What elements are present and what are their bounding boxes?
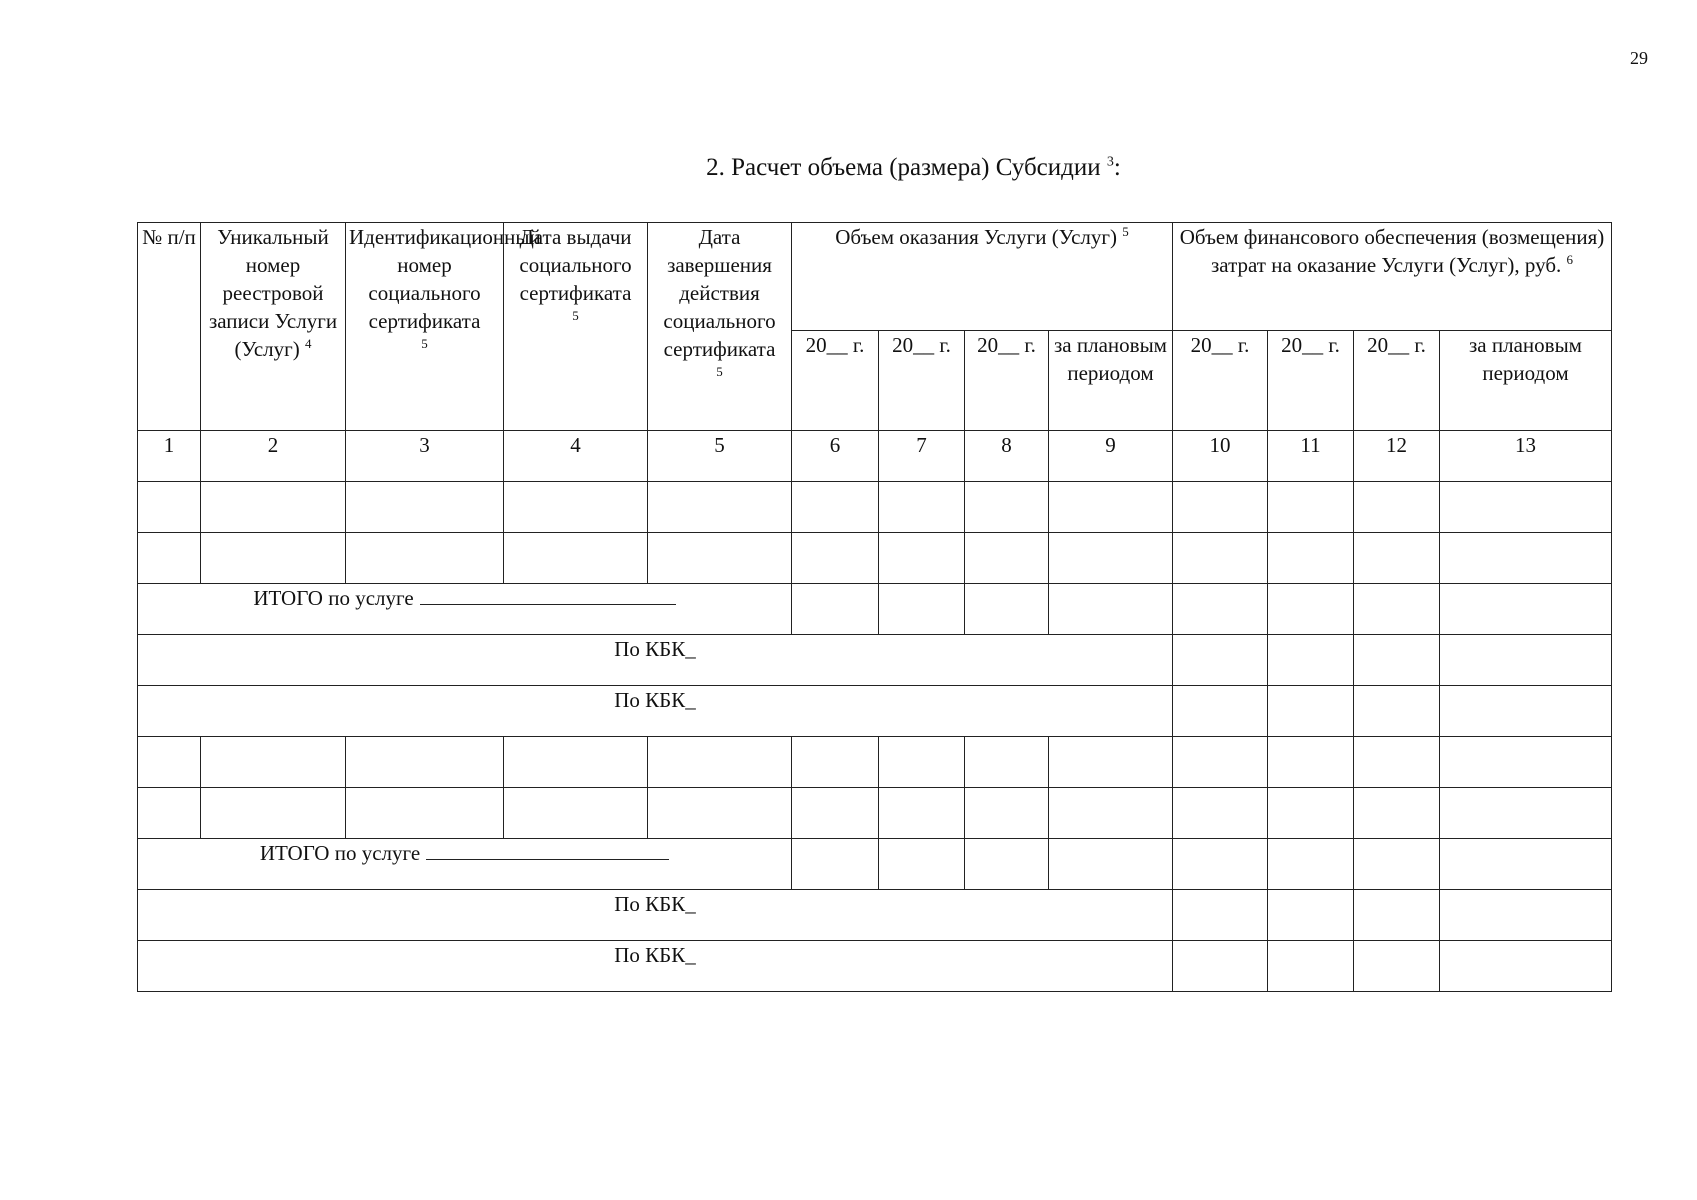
table-cell[interactable] [1354,839,1440,890]
table-cell[interactable] [1354,533,1440,584]
table-cell[interactable] [1173,941,1268,992]
service-total-text: ИТОГО по услуге [253,586,414,610]
table-cell[interactable] [792,482,879,533]
kbk-label: По КБК_ [138,686,1173,737]
table-cell[interactable] [965,482,1049,533]
table-cell[interactable] [1173,788,1268,839]
table-cell[interactable] [1440,737,1612,788]
table-cell[interactable] [504,788,648,839]
table-cell[interactable] [1173,890,1268,941]
column-number: 2 [201,431,346,482]
table-cell[interactable] [879,737,965,788]
table-cell[interactable] [1354,686,1440,737]
table-cell[interactable] [648,482,792,533]
table-cell[interactable] [965,533,1049,584]
service-name-blank[interactable] [420,584,676,605]
table-cell[interactable] [201,788,346,839]
table-cell[interactable] [138,482,201,533]
section-title-text: 2. Расчет объема (размера) Субсидии [706,154,1101,181]
table-cell[interactable] [879,788,965,839]
kbk-label: По КБК_ [138,890,1173,941]
table-cell[interactable] [792,533,879,584]
table-cell[interactable] [1354,788,1440,839]
column-number: 9 [1049,431,1173,482]
service-name-blank[interactable] [426,839,669,860]
table-cell[interactable] [792,737,879,788]
table-cell[interactable] [1268,635,1354,686]
table-cell[interactable] [1440,635,1612,686]
header-certificate-id [346,223,541,431]
table-cell[interactable] [792,788,879,839]
service-total-label [138,584,792,635]
table-cell[interactable] [201,533,346,584]
column-number: 10 [1173,431,1268,482]
table-cell[interactable] [1268,737,1354,788]
table-cell[interactable] [1268,788,1354,839]
header-issue-date-text: Дата выдачи социального сертификата [519,225,632,305]
header-issue-date [504,223,648,431]
header-row-number [138,223,201,431]
column-number: 13 [1440,431,1612,482]
section-title [0,154,1697,182]
header-financial-volume-text: Объем финансового обеспечения (возмещения) затрат на оказание Услуги (Услуг), руб. [1179,225,1605,277]
header-volume-year-3: 20__ г. [965,331,1049,431]
table-cell[interactable] [1173,482,1268,533]
column-number: 11 [1268,431,1354,482]
column-number: 1 [138,431,201,482]
header-registry-number [201,223,346,431]
table-cell[interactable] [1354,482,1440,533]
table-cell[interactable] [138,533,201,584]
column-number: 5 [648,431,792,482]
column-number: 6 [792,431,879,482]
table-cell[interactable] [1268,839,1354,890]
table-cell[interactable] [1049,482,1173,533]
table-cell[interactable] [1354,941,1440,992]
table-cell[interactable] [879,482,965,533]
header-volume-year-2: 20__ г. [879,331,965,431]
table-cell[interactable] [648,788,792,839]
table-cell[interactable] [1440,533,1612,584]
header-registry-number-text: Уникальный номер реестровой записи Услуги (Услуг) [208,225,338,361]
table-cell[interactable] [1268,686,1354,737]
page-number: 29 [1630,48,1648,68]
table-cell[interactable] [1049,839,1173,890]
kbk-label: По КБК_ [138,635,1173,686]
header-row-number-text: № п/п [142,225,196,249]
table-cell[interactable] [1440,584,1612,635]
table-row [138,737,1612,788]
header-certificate-id-note: 5 [421,336,428,351]
table-cell[interactable] [1268,533,1354,584]
table-cell[interactable] [346,737,504,788]
header-expiry-date [648,223,792,431]
kbk-row [138,686,1612,737]
table-cell[interactable] [1049,788,1173,839]
table-cell[interactable] [1440,686,1612,737]
table-cell[interactable] [965,737,1049,788]
table-cell[interactable] [1268,584,1354,635]
table-cell[interactable] [346,788,504,839]
table-cell[interactable] [1354,635,1440,686]
header-service-volume-text: Объем оказания Услуги (Услуг) [835,225,1117,249]
section-title-footnote: 3 [1106,154,1114,170]
table-row [138,788,1612,839]
table-cell[interactable] [1268,482,1354,533]
table-cell[interactable] [138,788,201,839]
header-expiry-date-note: 5 [716,364,723,379]
table-cell[interactable] [504,737,648,788]
table-cell[interactable] [1049,533,1173,584]
header-finance-planned-period: за плановым периодом [1440,331,1612,431]
kbk-row [138,890,1612,941]
table-cell[interactable] [879,839,965,890]
table-cell[interactable] [138,737,201,788]
kbk-row [138,635,1612,686]
subsidy-calculation-table [137,222,1612,992]
table-cell[interactable] [792,839,879,890]
table-cell[interactable] [1354,737,1440,788]
header-row-1 [138,223,1612,331]
table-cell[interactable] [1049,584,1173,635]
table-cell[interactable] [648,737,792,788]
table-cell[interactable] [346,482,504,533]
header-finance-year-1: 20__ г. [1173,331,1268,431]
header-volume-year-1: 20__ г. [792,331,879,431]
table-cell[interactable] [1173,839,1268,890]
header-service-volume [792,223,1173,331]
table-cell[interactable] [879,584,965,635]
table-cell[interactable] [648,533,792,584]
column-number-row [138,431,1612,482]
table-cell[interactable] [965,788,1049,839]
section-title-suffix: : [1113,154,1121,181]
header-finance-year-3: 20__ г. [1354,331,1440,431]
column-number: 3 [346,431,504,482]
header-certificate-id-text: Идентификационный номер социального сертификата [349,225,541,333]
table-cell[interactable] [965,584,1049,635]
table-cell[interactable] [1173,584,1268,635]
table-cell[interactable] [201,482,346,533]
header-financial-volume-note: 6 [1566,252,1574,267]
header-finance-year-2: 20__ г. [1268,331,1354,431]
table-cell[interactable] [1354,584,1440,635]
table-cell[interactable] [879,533,965,584]
header-issue-date-note: 5 [572,308,579,323]
table-cell[interactable] [1440,482,1612,533]
table-cell[interactable] [346,533,504,584]
table-cell[interactable] [1440,788,1612,839]
table-cell[interactable] [1440,839,1612,890]
service-total-row [138,584,1612,635]
table-cell[interactable] [1440,941,1612,992]
table-cell[interactable] [504,533,648,584]
service-total-text: ИТОГО по услуге [259,841,421,865]
header-service-volume-note: 5 [1122,224,1129,239]
column-number: 8 [965,431,1049,482]
table-cell[interactable] [1173,686,1268,737]
header-volume-planned-period: за плановым периодом [1049,331,1173,431]
service-total-label [138,839,792,890]
header-financial-volume [1173,223,1612,331]
table-cell[interactable] [1049,737,1173,788]
table-cell[interactable] [504,482,648,533]
table-cell[interactable] [1354,890,1440,941]
kbk-label: По КБК_ [138,941,1173,992]
column-number: 4 [504,431,648,482]
table-cell[interactable] [201,737,346,788]
header-registry-number-note: 4 [305,336,312,351]
kbk-row [138,941,1612,992]
column-number: 7 [879,431,965,482]
header-expiry-date-text: Дата завершения действия социального сертификата [663,225,776,361]
table-cell[interactable] [965,839,1049,890]
table-cell[interactable] [792,584,879,635]
column-number: 12 [1354,431,1440,482]
table-cell[interactable] [1268,890,1354,941]
table-cell[interactable] [1173,737,1268,788]
table-cell[interactable] [1173,533,1268,584]
table-row [138,482,1612,533]
service-total-row [138,839,1612,890]
table-cell[interactable] [1440,890,1612,941]
table-cell[interactable] [1173,635,1268,686]
table-cell[interactable] [1268,941,1354,992]
table-row [138,533,1612,584]
